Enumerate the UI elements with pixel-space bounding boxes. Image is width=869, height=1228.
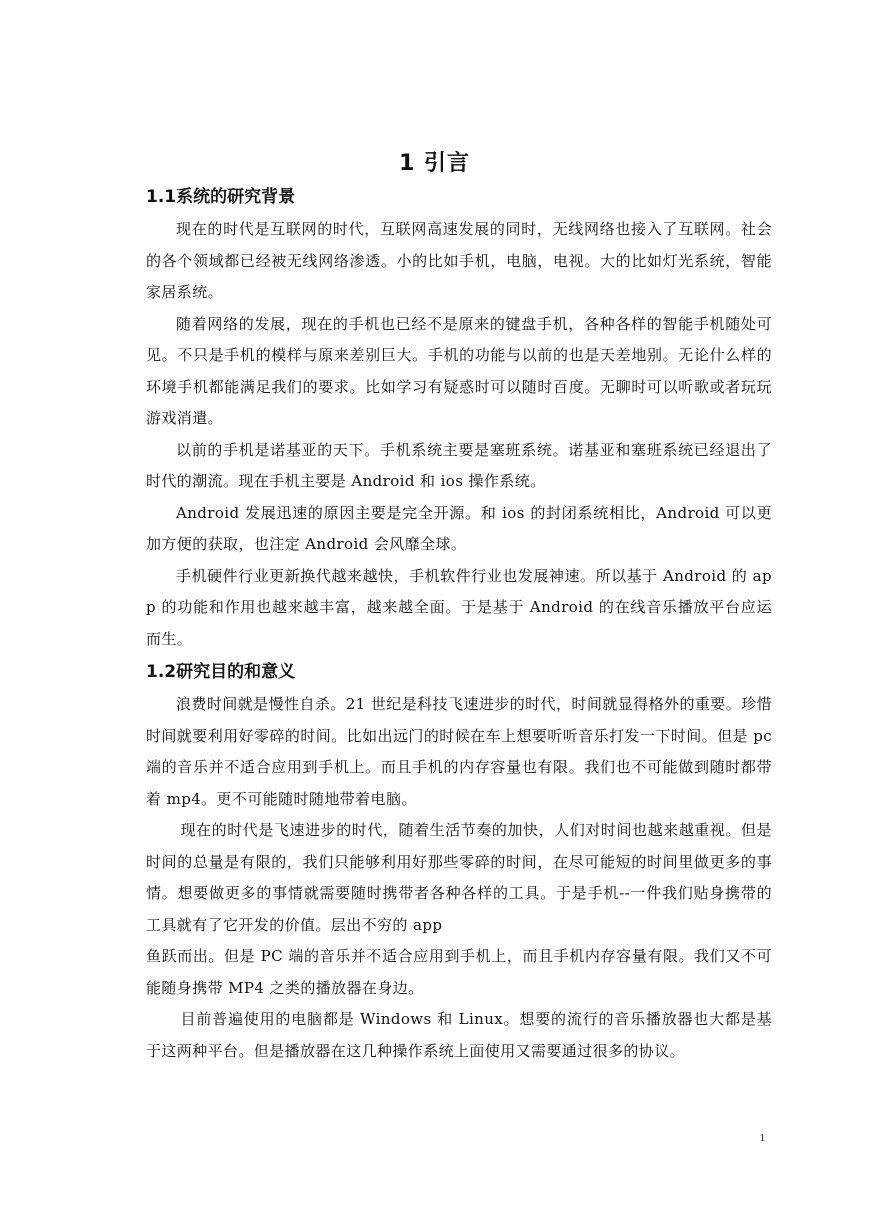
paragraph-continuation: 鱼跃而出。但是 PC 端的音乐并不适合应用到手机上，而且手机内存容量有限。我们又不可能随身携带 MP4 之类的播放器在身边。 (146, 947, 772, 997)
document-body (146, 180, 772, 1067)
paragraph: 现在的时代是互联网的时代，互联网高速发展的同时，无线网络也接入了互联网。社会的各个领域都已经被无线网络渗透。小的比如手机，电脑，电视。大的比如灯光系统，智能家居系统。 (146, 220, 772, 301)
section-heading-1-2: 1.2研究目的和意义 (146, 662, 296, 682)
paragraph: 目前普遍使用的电脑都是 Windows 和 Linux。想要的流行的音乐播放器也大都是基于这两种平台。但是播放器在这几种操作系统上面使用又需要通过很多的协议。 (146, 1010, 772, 1060)
paragraph: 随着网络的发展，现在的手机也已经不是原来的键盘手机，各种各样的智能手机随处可见。不只是手机的模样与原来差别巨大。手机的功能与以前的也是天差地别。无论什么样的环境手机都能满足我们的要求。比如学习有疑惑时可以随时百度。无聊时可以听歌或者玩玩游戏消遣。 (146, 314, 772, 427)
paragraph: 以前的手机是诺基亚的天下。手机系统主要是塞班系统。诺基亚和塞班系统已经退出了时代的潮流。现在手机主要是 Android 和 ios 操作系统。 (146, 440, 772, 490)
page-number: 1 (759, 1132, 765, 1144)
paragraph: Android 发展迅速的原因主要是完全开源。和 ios 的封闭系统相比，Android 可以更加方便的获取，也注定 Android 会风靡全球。 (146, 503, 772, 553)
section-heading-1-1: 1.1系统的研究背景 (146, 187, 296, 207)
paragraph: 浪费时间就是慢性自杀。21 世纪是科技飞速进步的时代，时间就显得格外的重要。珍惜时间就要利用好零碎的时间。比如出远门的时候在车上想要听听音乐打发一下时间。但是 pc 端的音乐并不适合应用到手机上。而且手机的内存容量也有限。我们也不可能做到随时都带着 mp4。更不可能随时随地带着电脑。 (146, 695, 772, 808)
paragraph: 现在的时代是飞速进步的时代，随着生活节奏的加快，人们对时间也越来越重视。但是时间的总量是有限的，我们只能够利用好那些零碎的时间，在尽可能短的时间里做更多的事情。想要做更多的事情就需要随时携带者各种各样的工具。于是手机--一件我们贴身携带的工具就有了它开发的价值。层出不穷的 app (146, 821, 772, 934)
chapter-title: 1 引言 (399, 151, 470, 176)
paragraph: 手机硬件行业更新换代越来越快，手机软件行业也发展神速。所以基于 Android 的 app 的功能和作用也越来越丰富，越来越全面。于是基于 Android 的在线音乐播放平台应运而生。 (146, 566, 772, 648)
